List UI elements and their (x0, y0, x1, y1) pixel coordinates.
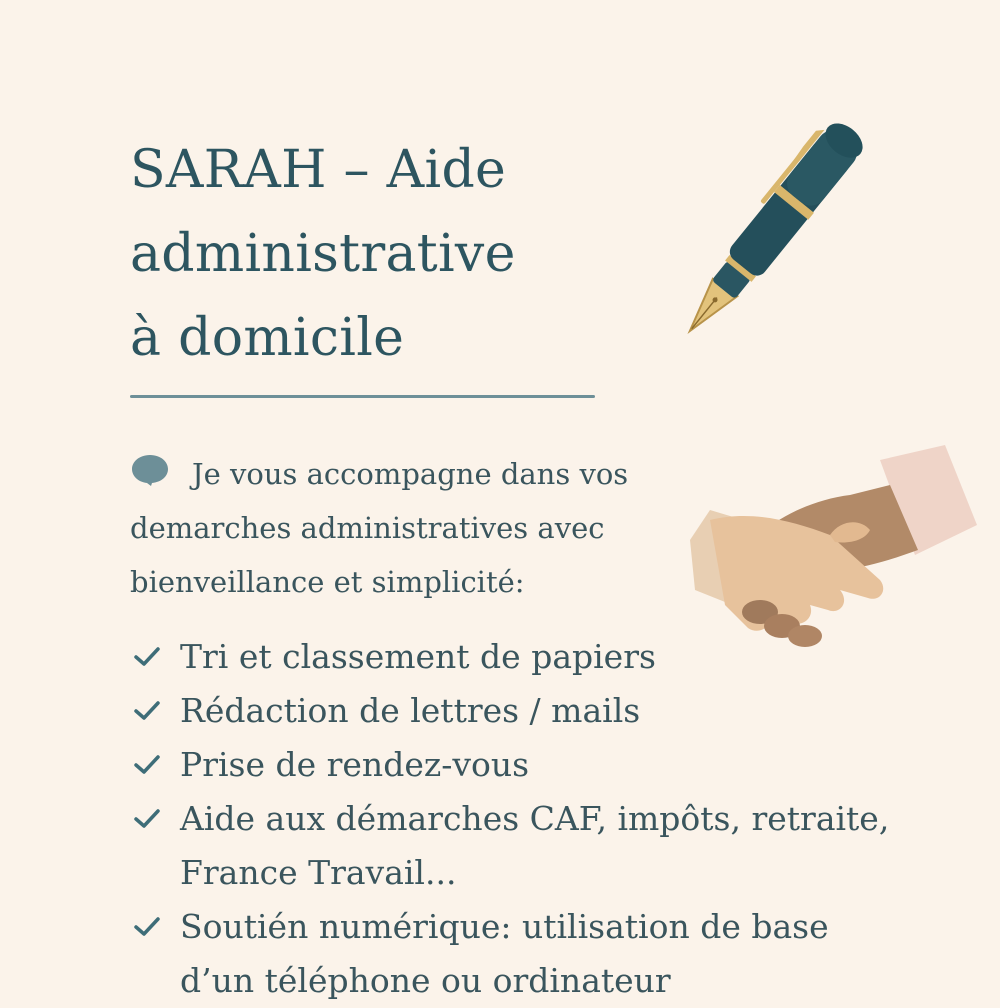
intro-text (130, 447, 730, 609)
speech-bubble-icon (130, 453, 170, 487)
intro-line-2: demarches administratives avec (130, 511, 605, 545)
checkmark-icon (133, 700, 161, 722)
list-item-text: Aide aux démarches CAF, impôts, retraite, (180, 799, 890, 838)
list-item-continuation: d’un téléphone ou ordinateur (180, 961, 671, 1000)
list-item (130, 684, 889, 738)
fountain-pen-icon (655, 40, 945, 350)
checkmark-icon (133, 808, 161, 830)
list-item-continuation: France Travail... (180, 853, 457, 892)
title-divider (130, 395, 595, 398)
list-item-text: Rédaction de lettres / mails (180, 691, 641, 730)
checkmark-icon (133, 916, 161, 938)
checkmark-icon (133, 646, 161, 668)
list-item-text: Tri et classement de papiers (180, 637, 656, 676)
title-line-3: à domicile (130, 308, 405, 368)
intro-line-1-text: Je vous accompagne dans vos (192, 457, 629, 491)
list-item-text: Soutién numérique: utilisation de base (180, 907, 829, 946)
list-item (130, 900, 889, 1008)
intro-line-1 (130, 447, 730, 501)
list-item (130, 630, 889, 684)
page-title (130, 128, 516, 380)
title-line-1: SARAH – Aide (130, 140, 507, 200)
title-line-2: administrative (130, 224, 516, 284)
list-item (130, 792, 889, 900)
intro-line-3: bienveillance et simplicité: (130, 565, 525, 599)
list-item-text: Prise de rendez-vous (180, 745, 530, 784)
feature-list (130, 630, 889, 1008)
checkmark-icon (133, 754, 161, 776)
list-item (130, 738, 889, 792)
